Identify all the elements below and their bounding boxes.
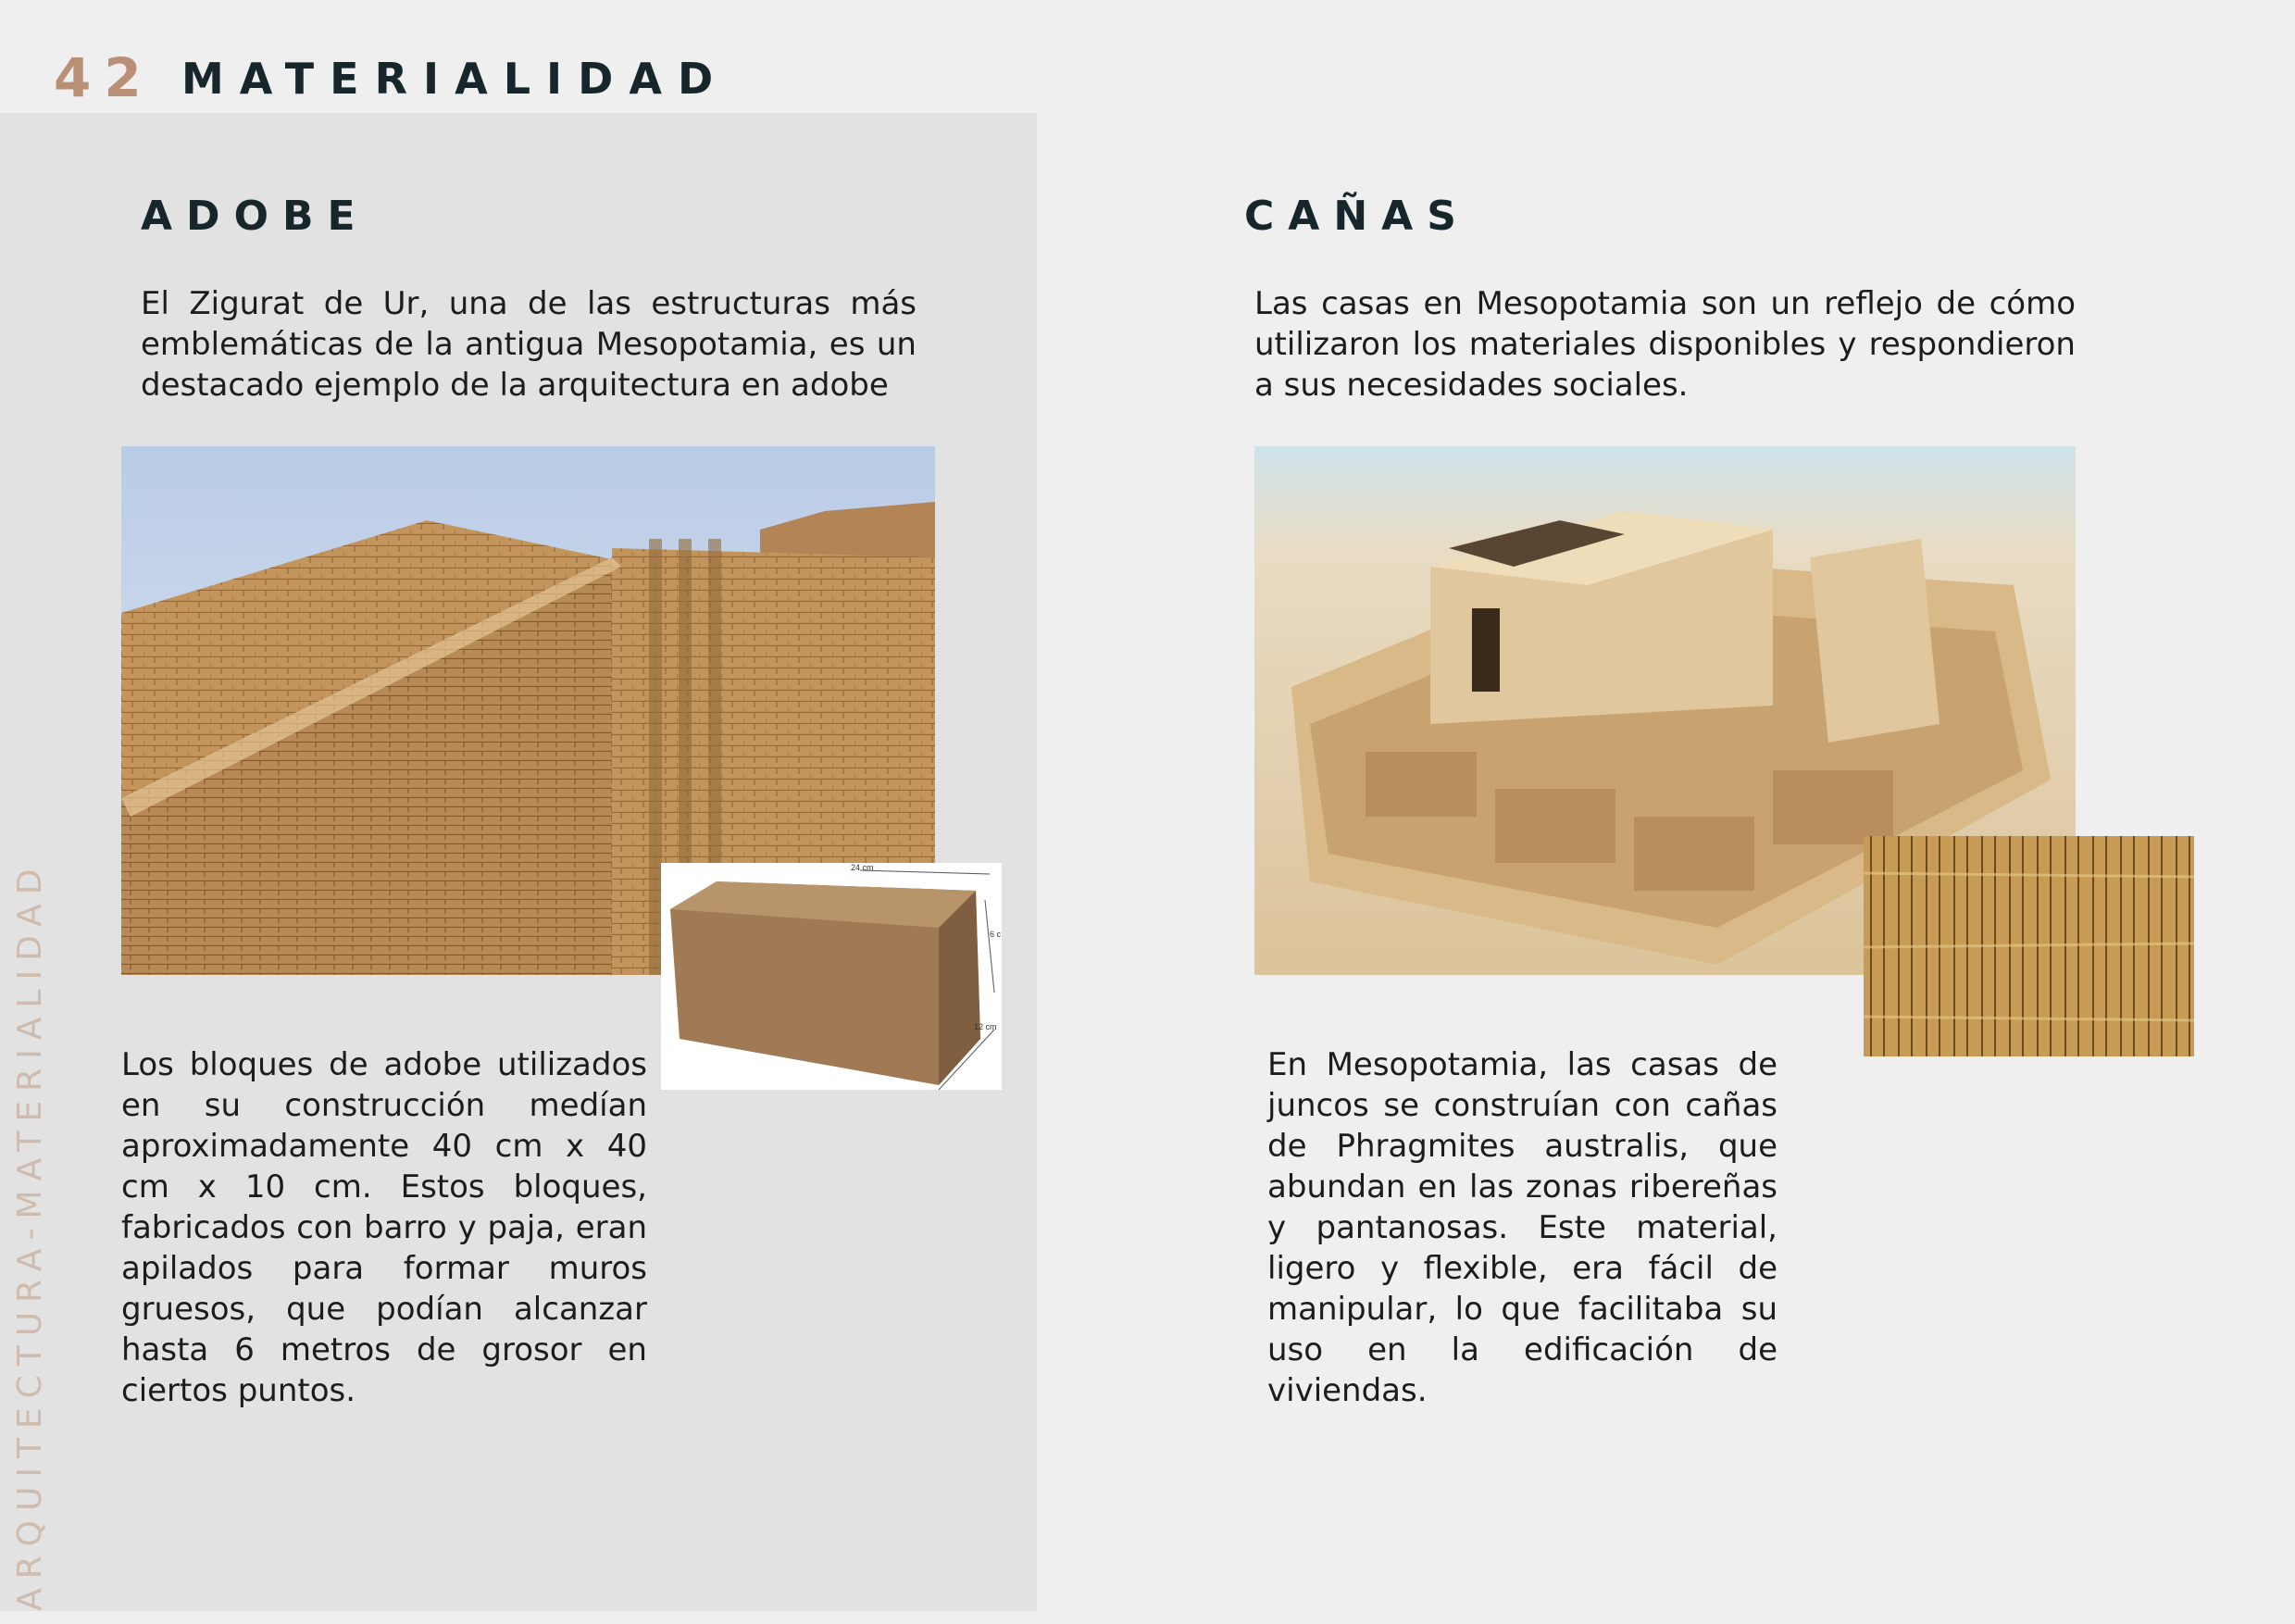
brick-dim-bottom: 12 cm: [974, 1022, 997, 1031]
brick-dim-side: 6 c: [990, 930, 1002, 939]
canas-body: En Mesopotamia, las casas de juncos se construían con cañas de Phragmites australis, que abundan en las zonas ribereñas y pantanosas. Este material, ligero y flexible, era fácil de manipular, lo que facilitaba su uso en la edificación de viviendas.: [1267, 1046, 1777, 1409]
adobe-brick-photo: [661, 863, 1002, 1090]
page-number: 42: [54, 46, 155, 109]
canas-title: CAÑAS: [1244, 193, 1470, 240]
page-title: MATERIALIDAD: [181, 54, 730, 104]
reeds-photo: [1864, 836, 2194, 1056]
adobe-intro: El Zigurat de Ur, una de las estructuras más emblemáticas de la antigua Mesopotamia, es un destacado ejemplo de la arquitectura en adobe: [141, 285, 917, 404]
brick-dim-top: 24 cm: [851, 863, 874, 872]
side-label: ARQUITECTURA-MATERIALIDAD: [11, 859, 49, 1611]
adobe-title: ADOBE: [141, 193, 369, 240]
adobe-body: Los bloques de adobe utilizados en su construcción medían aproximadamente 40 cm x 40 cm x 10 cm. Estos bloques, fabricados con barro y paja, eran apilados para formar muros gruesos, que podían alcanzar hasta 6 metros de grosor en ciertos puntos.: [121, 1046, 647, 1409]
canas-intro: Las casas en Mesopotamia son un reflejo de cómo utilizaron los materiales disponibles y respondieron a sus necesidades sociales.: [1254, 285, 2076, 404]
